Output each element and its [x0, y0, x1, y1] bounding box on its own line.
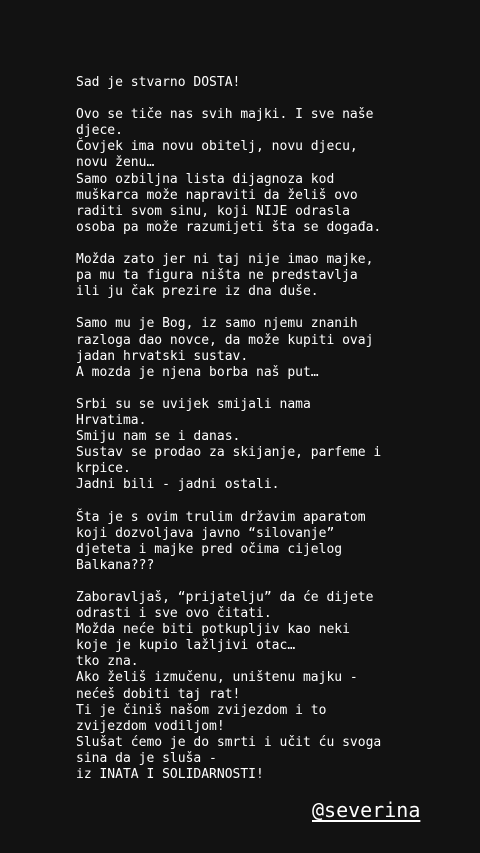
story-line: Hrvatima. — [76, 412, 147, 428]
story-paragraph — [76, 75, 426, 91]
story-paragraph — [76, 107, 426, 236]
story-line: zvijezdom vodiljom! — [76, 718, 225, 734]
story-line: sina da je sluša - — [76, 750, 217, 766]
story-line: odrasti i sve ovo čitati. — [76, 606, 272, 622]
story-line: iz INATA I SOLIDARNOSTI! — [76, 767, 264, 783]
story-line: nećeš dobiti taj rat! — [76, 686, 241, 702]
story-text — [76, 75, 426, 799]
story-line: Samo ozbiljna lista dijagnoza kod — [76, 171, 335, 187]
story-line: ili ju čak prezire iz dna duše. — [76, 284, 319, 300]
story-paragraph — [76, 252, 426, 300]
story-line: Šta je s ovim trulim državim aparatom — [76, 509, 366, 525]
story-line: Sustav se prodao za skijanje, parfeme i — [76, 445, 382, 461]
story-line: pa mu ta figura ništa ne predstavlja — [76, 268, 358, 284]
story-line: Slušat ćemo je do smrti i učit ću svoga — [76, 734, 382, 750]
story-line: koje je kupio lažljivi otac… — [76, 638, 296, 654]
mention-sticker[interactable]: @severina — [312, 798, 421, 822]
story-line: muškarca može napraviti da želiš ovo — [76, 187, 358, 203]
story-paragraph — [76, 590, 426, 783]
story-line: A mozda je njena borba naš put… — [76, 364, 319, 380]
story-line: novu ženu… — [76, 155, 155, 171]
story-line: Srbi su se uvijek smijali nama — [76, 396, 311, 412]
story-line: jadan hrvatski sustav. — [76, 348, 249, 364]
story-line: osoba pa može razumijeti šta se događa. — [76, 219, 382, 235]
story-paragraph — [76, 316, 426, 380]
story-paragraph — [76, 510, 426, 574]
story-line: Smiju nam se i danas. — [76, 429, 241, 445]
story-line: raditi svom sinu, koji NIJE odrasla — [76, 203, 350, 219]
story-line: djece. — [76, 123, 123, 139]
story-line: Ti je činiš našom zvijezdom i to — [76, 702, 327, 718]
story-line: Samo mu je Bog, iz samo njemu znanih — [76, 316, 358, 332]
story-line: Ako želiš izmučenu, uništenu majku - — [76, 670, 358, 686]
story-line: Ovo se tiče nas svih majki. I sve naše — [76, 107, 374, 123]
story-line: djeteta i majke pred očima cijelog — [76, 541, 343, 557]
story-line: Sad je stvarno DOSTA! — [76, 75, 241, 90]
story-line: Zaboravljaš, “prijatelju” da će dijete — [76, 590, 374, 605]
story-line: krpice. — [76, 461, 131, 477]
story-line: Možda neće biti potkupljiv kao neki — [76, 622, 350, 638]
story-line: koji dozvoljava javno “silovanje” — [76, 525, 335, 541]
story-line: tko zna. — [76, 654, 139, 670]
story-line: Balkana??? — [76, 557, 155, 573]
story-line: Možda zato jer ni taj nije imao majke, — [76, 252, 374, 268]
story-line: razloga dao novce, da može kupiti ovaj — [76, 332, 374, 348]
story-line: Čovjek ima novu obitelj, novu djecu, — [76, 139, 358, 155]
story-line: Jadni bili - jadni ostali. — [76, 477, 280, 493]
story-paragraph — [76, 397, 426, 494]
